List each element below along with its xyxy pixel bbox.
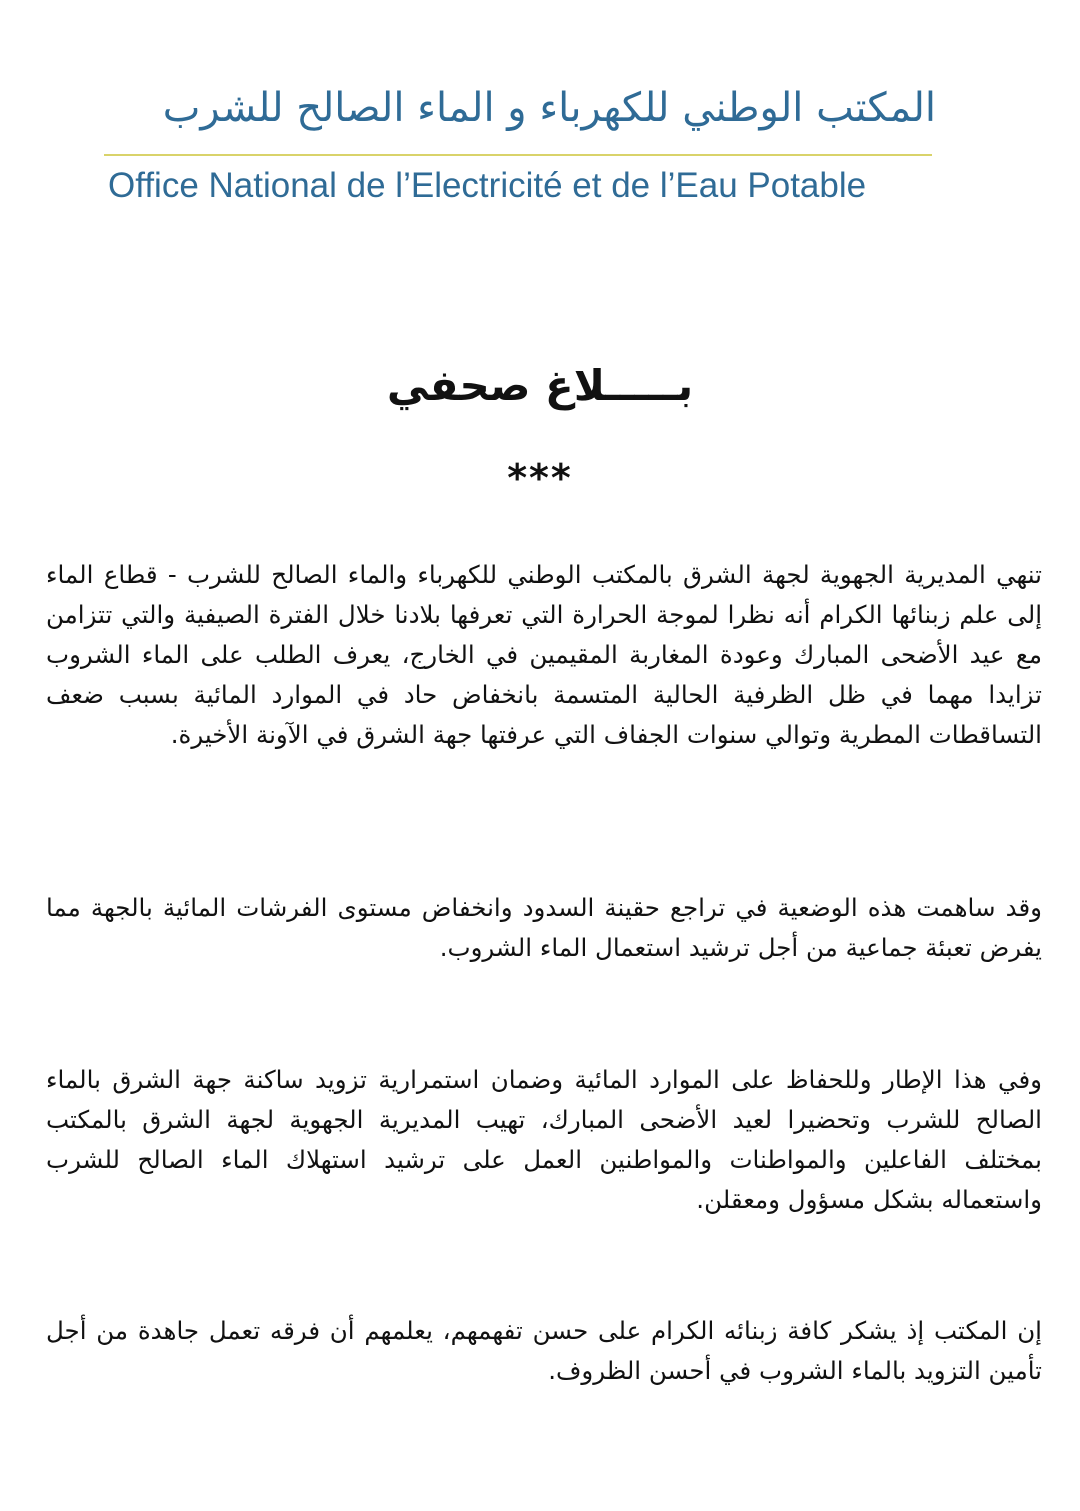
title-separator: *** [507,456,573,500]
letterhead-divider [104,154,932,156]
office-french-name: Office National de l’Electricité et de l’Eau Potable [108,166,867,205]
paragraph-1: تنهي المديرية الجهوية لجهة الشرق بالمكتب الوطني للكهرباء والماء الصالح للشرب - قطاع الماء إلى علم زبنائها الكرام أنه نظرا لموجة الحرارة التي تعرفها بلادنا خلال الفترة الصيفية والتي تتزامن مع عيد الأضحى المبارك وعودة المغاربة المقيمين في الخارج، يعرف الطلب على الماء الشروب تزايدا مهما في ظل الظرفية الحالية المتسمة بانخفاض حاد في الموارد المائية بسبب ضعف التساقطات المطرية وتوالي سنوات الجفاف التي عرفتها جهة الشرق في الآونة الأخيرة. [46,560,1042,749]
letterhead [100,78,936,208]
paragraph-3: وفي هذا الإطار وللحفاظ على الموارد المائية وضمان استمرارية تزويد ساكنة جهة الشرق بالماء الصالح للشرب وتحضيرا لعيد الأضحى المبارك، تهيب المديرية الجهوية لجهة الشرق بالمكتب بمختلف الفاعلين والمواطنات والمواطنين العمل على ترشيد استهلاك الماء الصالح للشرب واستعماله بشكل مسؤول ومعقلن. [46,1065,1042,1214]
paragraph-4: إن المكتب إذ يشكر كافة زبنائه الكرام على حسن تفهمهم، يعلمهم أن فرقه تعمل جاهدة من أجل تأمين التزويد بالماء الشروب في أحسن الظروف. [46,1316,1042,1385]
press-release-title: بـــــلاغ صحفي [386,361,694,410]
office-arabic-name: المكتب الوطني للكهرباء و الماء الصالح للشرب [162,85,936,131]
paragraph-2: وقد ساهمت هذه الوضعية في تراجع حقينة السدود وانخفاض مستوى الفرشات المائية بالجهة مما يفرض تعبئة جماعية من أجل ترشيد استعمال الماء الشروب. [46,893,1042,962]
